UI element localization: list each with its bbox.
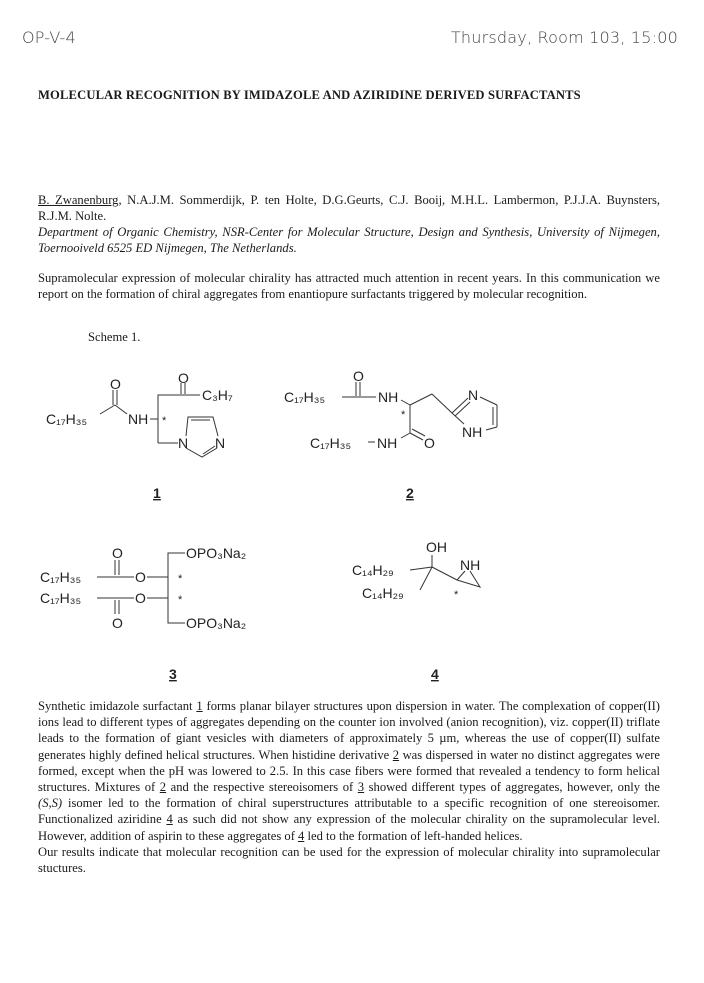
stereocenter-mark: *	[178, 594, 183, 606]
phosphate-label: OPO₃Na₂	[186, 615, 247, 631]
text-segment: showed different types of aggregates, however, only the	[364, 780, 660, 795]
paper-title: MOLECULAR RECOGNITION BY IMIDAZOLE AND AZIRIDINE DERIVED SURFACTANTS	[38, 88, 581, 102]
atom-label: NH	[377, 435, 398, 451]
compound-reference: 2	[159, 780, 167, 795]
atom-label: OH	[426, 539, 447, 555]
stereo-descriptor: (S,S)	[38, 796, 63, 811]
atom-label: N	[215, 435, 226, 451]
atom-label: O	[112, 545, 123, 561]
compound-label-1: 1	[153, 485, 161, 501]
chain-label: C₁₇H₃₅	[40, 590, 82, 606]
atom-label: O	[353, 368, 364, 384]
atom-label: O	[424, 435, 435, 451]
presenting-author: B. Zwanenburg	[38, 193, 119, 207]
compound-reference: 3	[357, 780, 365, 795]
atom-label: O	[135, 590, 146, 606]
atom-label: NH	[460, 557, 481, 573]
text-segment: isomer led to the formation of chiral superstructures attributable to a specific recognition of one stereoisomer. Functionalized aziridine	[38, 796, 660, 827]
atom-label: NH	[462, 424, 483, 440]
compound-reference: 4	[298, 828, 305, 843]
stereocenter-mark: *	[162, 415, 167, 427]
affiliation: Department of Organic Chemistry, NSR-Center for Molecular Structure, Design and Synthesis, University of Nijmegen, Toernooiveld 6525 ED Nijmegen, The Netherlands.	[38, 225, 660, 255]
compound-reference: 2	[392, 747, 400, 762]
session-info: Thursday, Room 103, 15:00	[450, 28, 678, 47]
text-segment: led to the formation of left-handed helices.	[304, 828, 523, 843]
atom-label: O	[178, 370, 189, 386]
atom-label: NH	[128, 411, 149, 427]
text-segment: forms planar bilayer structures upon dispersion in water. The complexation of copper(II) ions lead to different types of aggregates depending on the counter ion involved (anion recognition), viz. copper(II) triflate leads to the formation of giant vesicles with diameters of approximately 5 µm, whereas the use of copper(II) sulfate generates highly defined helical structures. When histidine derivative	[38, 699, 661, 762]
atom-label: N	[468, 387, 479, 403]
stereocenter-mark: *	[178, 573, 183, 585]
abstract-intro: Supramolecular expression of molecular chirality has attracted much attention in recent years. In this communication we report on the formation of chiral aggregates from enantiopure surfactants triggered by molecular recognition.	[38, 271, 660, 301]
chain-label: C₁₇H₃₅	[310, 435, 352, 451]
compound-reference: 1	[196, 699, 203, 713]
text-segment: was dispersed in water no distinct aggregates were formed, except when the pH was lowered to 2.5. In this case fibers were formed that revealed a tendency to form helical structures. Mixtures of	[38, 747, 660, 795]
atom-label: O	[110, 376, 121, 392]
atom-label: O	[112, 615, 123, 631]
text-segment: Synthetic imidazole surfactant	[38, 699, 197, 713]
abstract-code: OP-V-4	[22, 28, 76, 47]
chain-label: C₁₄H₂₉	[352, 562, 394, 578]
text-segment: Our results indicate that molecular recognition can be used for the expression of molecular chirality into supramolecular stuctures.	[38, 844, 660, 876]
chain-label: C₁₇H₃₅	[40, 569, 82, 585]
stereocenter-mark: *	[401, 409, 406, 421]
scheme-label: Scheme 1.	[88, 330, 141, 344]
phosphate-label: OPO₃Na₂	[186, 545, 247, 561]
compound-reference: 4	[166, 812, 173, 827]
compound-label-4: 4	[431, 666, 439, 682]
compound-label-3: 3	[169, 666, 177, 682]
chain-label: C₁₇H₃₅	[46, 411, 88, 427]
structure-4	[352, 539, 480, 601]
body-text	[38, 698, 660, 876]
chain-label: C₁₄H₂₉	[362, 585, 404, 601]
co-authors: , N.A.J.M. Sommerdijk, P. ten Holte, D.G.Geurts, C.J. Booij, M.H.L. Lambermon, P.J.J.A. Buynsters, R.J.M. Nolte.	[38, 193, 660, 223]
chain-label: C₁₇H₃₅	[284, 389, 326, 405]
atom-label: O	[135, 569, 146, 585]
compound-label-2: 2	[406, 485, 414, 501]
chain-label: C₃H₇	[202, 387, 233, 403]
text-segment: as such did not show any expression of the molecular chirality on the supramolecular level. However, addition of aspirin to these aggregates of	[38, 812, 660, 843]
structure-2	[284, 368, 497, 451]
atom-label: NH	[378, 389, 399, 405]
structure-1	[46, 370, 233, 457]
structure-3	[40, 545, 246, 631]
atom-label: N	[178, 435, 189, 451]
stereocenter-mark: *	[454, 589, 459, 601]
text-segment: and the respective stereoisomers of	[166, 780, 358, 795]
